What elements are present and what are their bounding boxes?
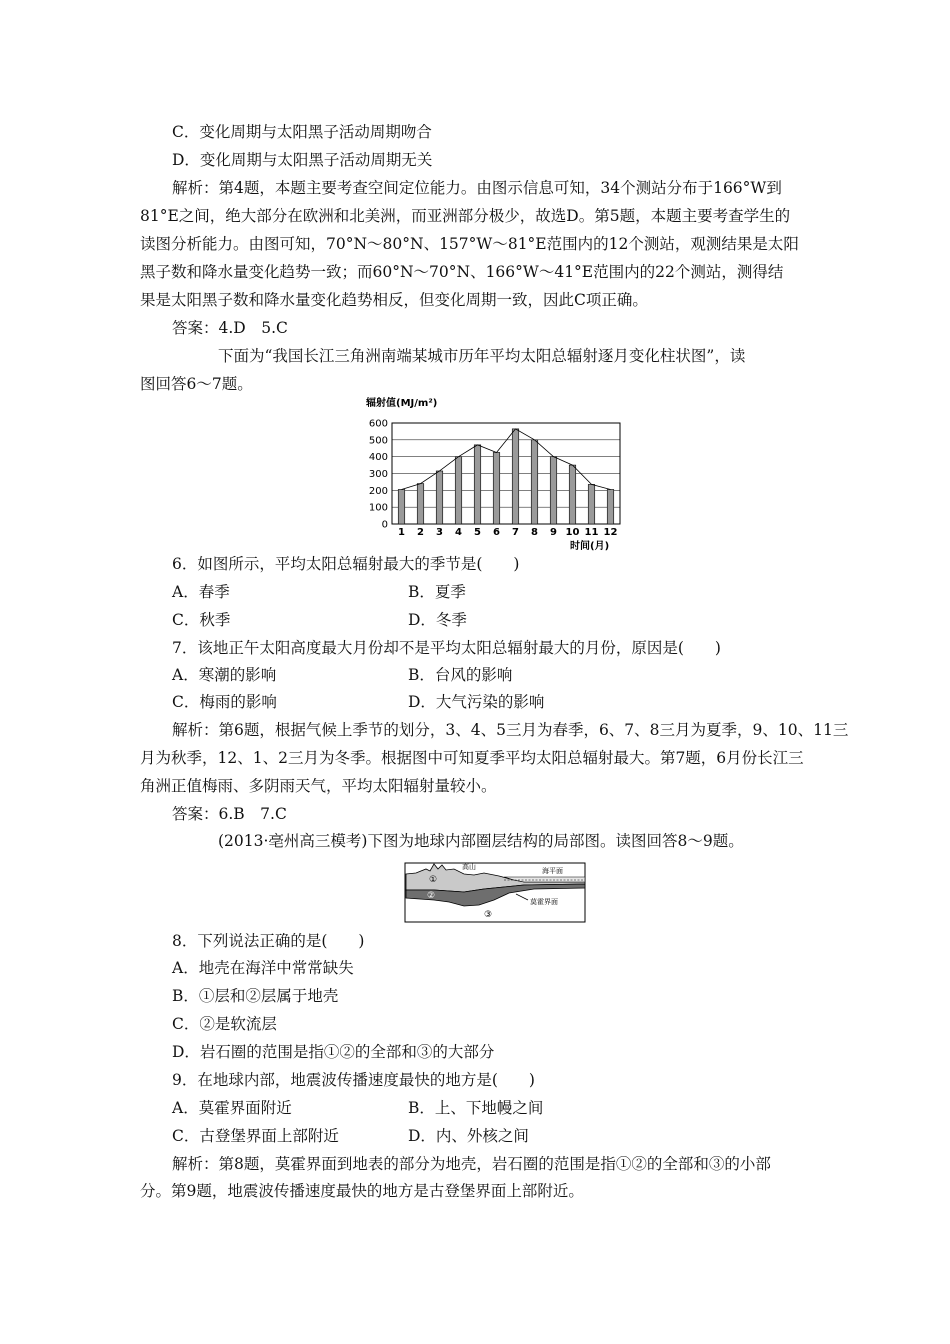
y-tick-label: 300 [368, 469, 388, 480]
x-tick-label: 12 [603, 527, 618, 538]
q8-option-d: D．岩石圈的范围是指①②的全部和③的大部分 [172, 1043, 495, 1061]
analysis-line: 月为秋季，12、1、2三月为冬季。根据图中可知夏季平均太阳总辐射最大。第7题，6月份长江三 [140, 749, 804, 767]
x-tick-label: 4 [455, 527, 462, 538]
q6-option-c: C．秋季 [172, 611, 231, 629]
analysis-line: 果是太阳黑子数和降水量变化趋势相反，但变化周期一致，因此C项正确。 [140, 291, 648, 309]
bar-month-9 [550, 457, 557, 524]
layer-2-label: ② [427, 891, 436, 901]
bar-month-7 [512, 429, 519, 524]
x-tick-label: 1 [398, 527, 405, 538]
sea-level-label: 海平面 [542, 867, 563, 875]
answer-line: 答案：6.B 7.C [172, 805, 287, 823]
analysis-line: 81°E之间，绝大部分在欧洲和北美洲，而亚洲部分极少，故选D。第5题，本题主要考查学生的 [140, 207, 791, 225]
y-tick-label: 200 [368, 485, 388, 497]
x-tick-label: 11 [584, 527, 599, 538]
bar-month-5 [474, 445, 481, 524]
q7-option-b: B．台风的影响 [408, 666, 513, 684]
analysis-line: 解析：第4题，本题主要考查空间定位能力。由图示信息可知，34个测站分布于166°W到 [172, 179, 782, 197]
intro-line: (2013·亳州高三模考)下图为地球内部圈层结构的局部图。读图回答8～9题。 [218, 832, 744, 850]
q7-option-d: D．大气污染的影响 [408, 693, 545, 711]
q7-option-c: C．梅雨的影响 [172, 693, 277, 711]
bar-month-8 [531, 440, 538, 524]
bar-month-10 [569, 465, 576, 524]
bar-month-4 [455, 457, 462, 524]
q8-option-c: C．②是软流层 [172, 1015, 277, 1033]
y-tick-label: 400 [368, 452, 388, 464]
y-tick-label: 100 [368, 502, 388, 514]
mountain-label: 高山 [462, 863, 476, 871]
x-tick-label: 5 [474, 527, 481, 538]
q9-option-c: C．古登堡界面上部附近 [172, 1127, 339, 1145]
bar-month-3 [436, 471, 443, 524]
x-tick-label: 3 [436, 527, 443, 538]
bar-month-12 [607, 489, 614, 524]
bar-month-2 [417, 484, 424, 524]
x-tick-label: 9 [550, 527, 557, 538]
q9-option-b: B．上、下地幔之间 [408, 1099, 544, 1117]
analysis-line: 解析：第8题，莫霍界面到地表的部分为地壳，岩石圈的范围是指①②的全部和③的小部 [172, 1155, 771, 1173]
q8-option-b: B．①层和②层属于地壳 [172, 987, 339, 1005]
trend-line [402, 429, 611, 490]
moho-label: 莫霍界面 [530, 898, 558, 906]
bar-month-11 [588, 484, 595, 524]
y-tick-label: 500 [368, 435, 388, 447]
answer-line: 答案：4.D 5.C [172, 319, 288, 337]
q9-option-a: A．莫霍界面附近 [172, 1099, 292, 1117]
q7-option-a: A．寒潮的影响 [172, 666, 277, 684]
layer-1-label: ① [429, 875, 438, 885]
option-d: D．变化周期与太阳黑子活动周期无关 [172, 151, 433, 169]
x-axis-label: 时间(月) [570, 541, 610, 552]
q6-option-b: B．夏季 [408, 583, 466, 601]
q6-option-a: A．春季 [172, 583, 230, 601]
layer-3-label: ③ [484, 910, 493, 920]
x-tick-label: 8 [531, 527, 538, 538]
y-tick-label: 0 [381, 519, 388, 531]
q8-option-a: A．地壳在海洋中常常缺失 [172, 959, 354, 977]
intro-line: 图回答6～7题。 [140, 375, 253, 393]
analysis-line: 读图分析能力。由图可知，70°N～80°N、157°W～81°E范围内的12个测站，观测结果是太阳 [140, 235, 799, 253]
analysis-line: 黑子数和降水量变化趋势一致；而60°N～70°N、166°W～41°E范围内的22个测站，测得结 [140, 263, 784, 281]
bar-month-6 [493, 452, 500, 524]
analysis-line: 角洲正值梅雨、多阴雨天气，平均太阳辐射量较小。 [140, 777, 497, 795]
earth-layers-diagram [404, 860, 586, 924]
x-tick-label: 7 [512, 527, 519, 538]
option-c: C．变化周期与太阳黑子活动周期吻合 [172, 123, 432, 141]
analysis-line: 分。第9题，地震波传播速度最快的地方是古登堡界面上部附近。 [140, 1182, 584, 1200]
question-9: 9．在地球内部，地震波传播速度最快的地方是( ) [172, 1071, 535, 1089]
bar-month-1 [398, 489, 405, 524]
y-axis-label: 辐射值(MJ/m²) [366, 398, 438, 409]
radiation-bar-chart [340, 396, 630, 556]
q9-option-d: D．内、外核之间 [408, 1127, 529, 1145]
x-tick-label: 2 [417, 527, 424, 538]
q6-option-d: D．冬季 [408, 611, 467, 629]
question-8: 8．下列说法正确的是( ) [172, 932, 365, 950]
x-tick-label: 10 [565, 527, 580, 538]
y-tick-label: 600 [368, 418, 388, 430]
question-6: 6．如图所示，平均太阳总辐射最大的季节是( ) [172, 555, 520, 573]
analysis-line: 解析：第6题，根据气候上季节的划分，3、4、5三月为春季，6、7、8三月为夏季，9、10、11三 [172, 721, 849, 739]
x-tick-label: 6 [493, 527, 500, 538]
intro-line: 下面为“我国长江三角洲南端某城市历年平均太阳总辐射逐月变化柱状图”，读 [218, 347, 746, 365]
question-7: 7．该地正午太阳高度最大月份却不是平均太阳总辐射最大的月份，原因是( ) [172, 639, 721, 657]
